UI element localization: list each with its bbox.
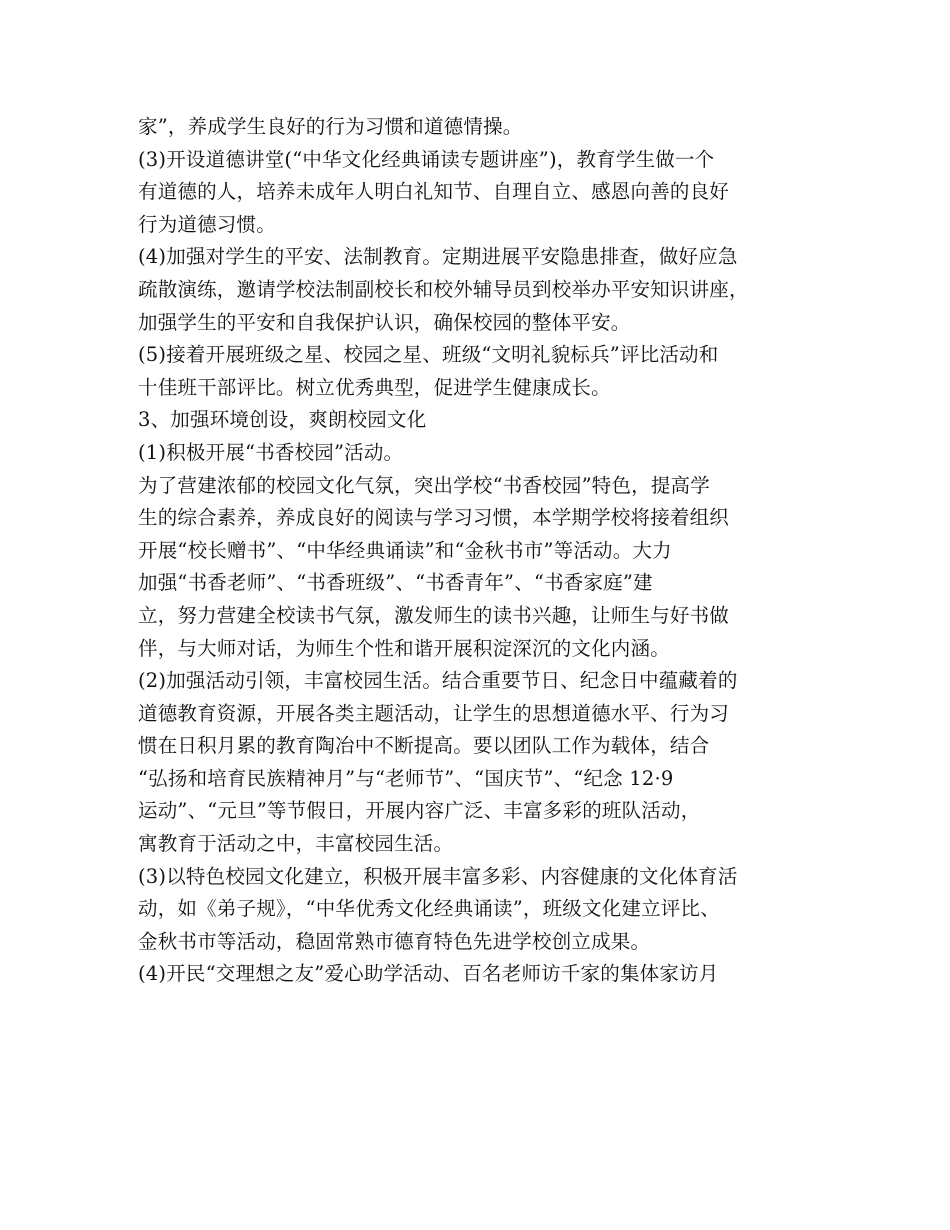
text-line: 伴，与大师对话，为师生个性和谐开展积淀深沉的文化内涵。	[138, 636, 670, 660]
section-heading: 3、加强环境创设，爽朗校园文化	[138, 408, 427, 432]
text-line: 道德教育资源，开展各类主题活动，让学生的思想道德水平、行为习	[138, 701, 730, 725]
text-line: (4)加强对学生的平安、法制教育。定期进展平安隐患排查，做好应急	[138, 245, 738, 269]
text-line: (2)加强活动引领，丰富校园生活。结合重要节日、纪念日中蕴藏着的	[138, 669, 738, 693]
text-line: 家”，养成学生良好的行为习惯和道德情操。	[138, 115, 523, 138]
text-line: (3)开设道德讲堂(“中华文化经典诵读专题讲座”)，教育学生做一个	[138, 147, 715, 171]
body-text	[138, 111, 838, 991]
text-line: 立，努力营建全校读书气氛，激发师生的读书兴趣，让师生与好书做	[138, 603, 730, 627]
text-line: 加强学生的平安和自我保护认识，确保校园的整体平安。	[138, 310, 631, 334]
text-line: (1)积极开展“书香校园”活动。	[138, 440, 404, 464]
text-line: 惯在日积月累的教育陶冶中不断提高。要以团队工作为载体，结合	[138, 734, 710, 758]
text-line: (4)开民“交理想之友”爱心助学活动、百名老师访千家的集体家访月	[138, 962, 719, 986]
text-line: 开展“校长赠书”、“中华经典诵读”和“金秋书市”等活动。大力	[138, 538, 672, 562]
text-line: (5)接着开展班级之星、校园之星、班级“文明礼貌标兵”评比活动和	[138, 343, 719, 367]
text-line: 加强“书香老师”、“书香班级”、“书香青年”、“书香家庭”建	[138, 571, 653, 595]
text-line: 运动”、“元旦”等节假日，开展内容广泛、丰富多彩的班队活动，	[138, 799, 701, 823]
text-line: 为了营建浓郁的校园文化气氛，突出学校“书香校园”特色，提高学	[138, 473, 710, 497]
text-line: 生的综合素养，养成良好的阅读与学习习惯，本学期学校将接着组织	[138, 506, 730, 530]
text-line: 十佳班干部评比。树立优秀典型，促进学生健康成长。	[138, 375, 611, 399]
text-line: 寓教育于活动之中，丰富校园生活。	[138, 832, 454, 856]
text-line: 动，如《弟子规》，“中华优秀文化经典诵读”，班级文化建立评比、	[138, 897, 720, 921]
text-line: “弘扬和培育民族精神月”与“老师节”、“国庆节”、“纪念 12·9	[138, 766, 674, 790]
text-line: 有道德的人，培养未成年人明白礼知节、自理自立、感恩向善的良好	[138, 180, 730, 204]
text-line: 金秋书市等活动，稳固常熟市德育特色先进学校创立成果。	[138, 929, 651, 953]
text-line: 行为道德习惯。	[138, 212, 276, 236]
text-line: 疏散演练，邀请学校法制副校长和校外辅导员到校举办平安知识讲座，	[138, 277, 749, 301]
text-line: (3)以特色校园文化建立，积极开展丰富多彩、内容健康的文化体育活	[138, 864, 738, 888]
